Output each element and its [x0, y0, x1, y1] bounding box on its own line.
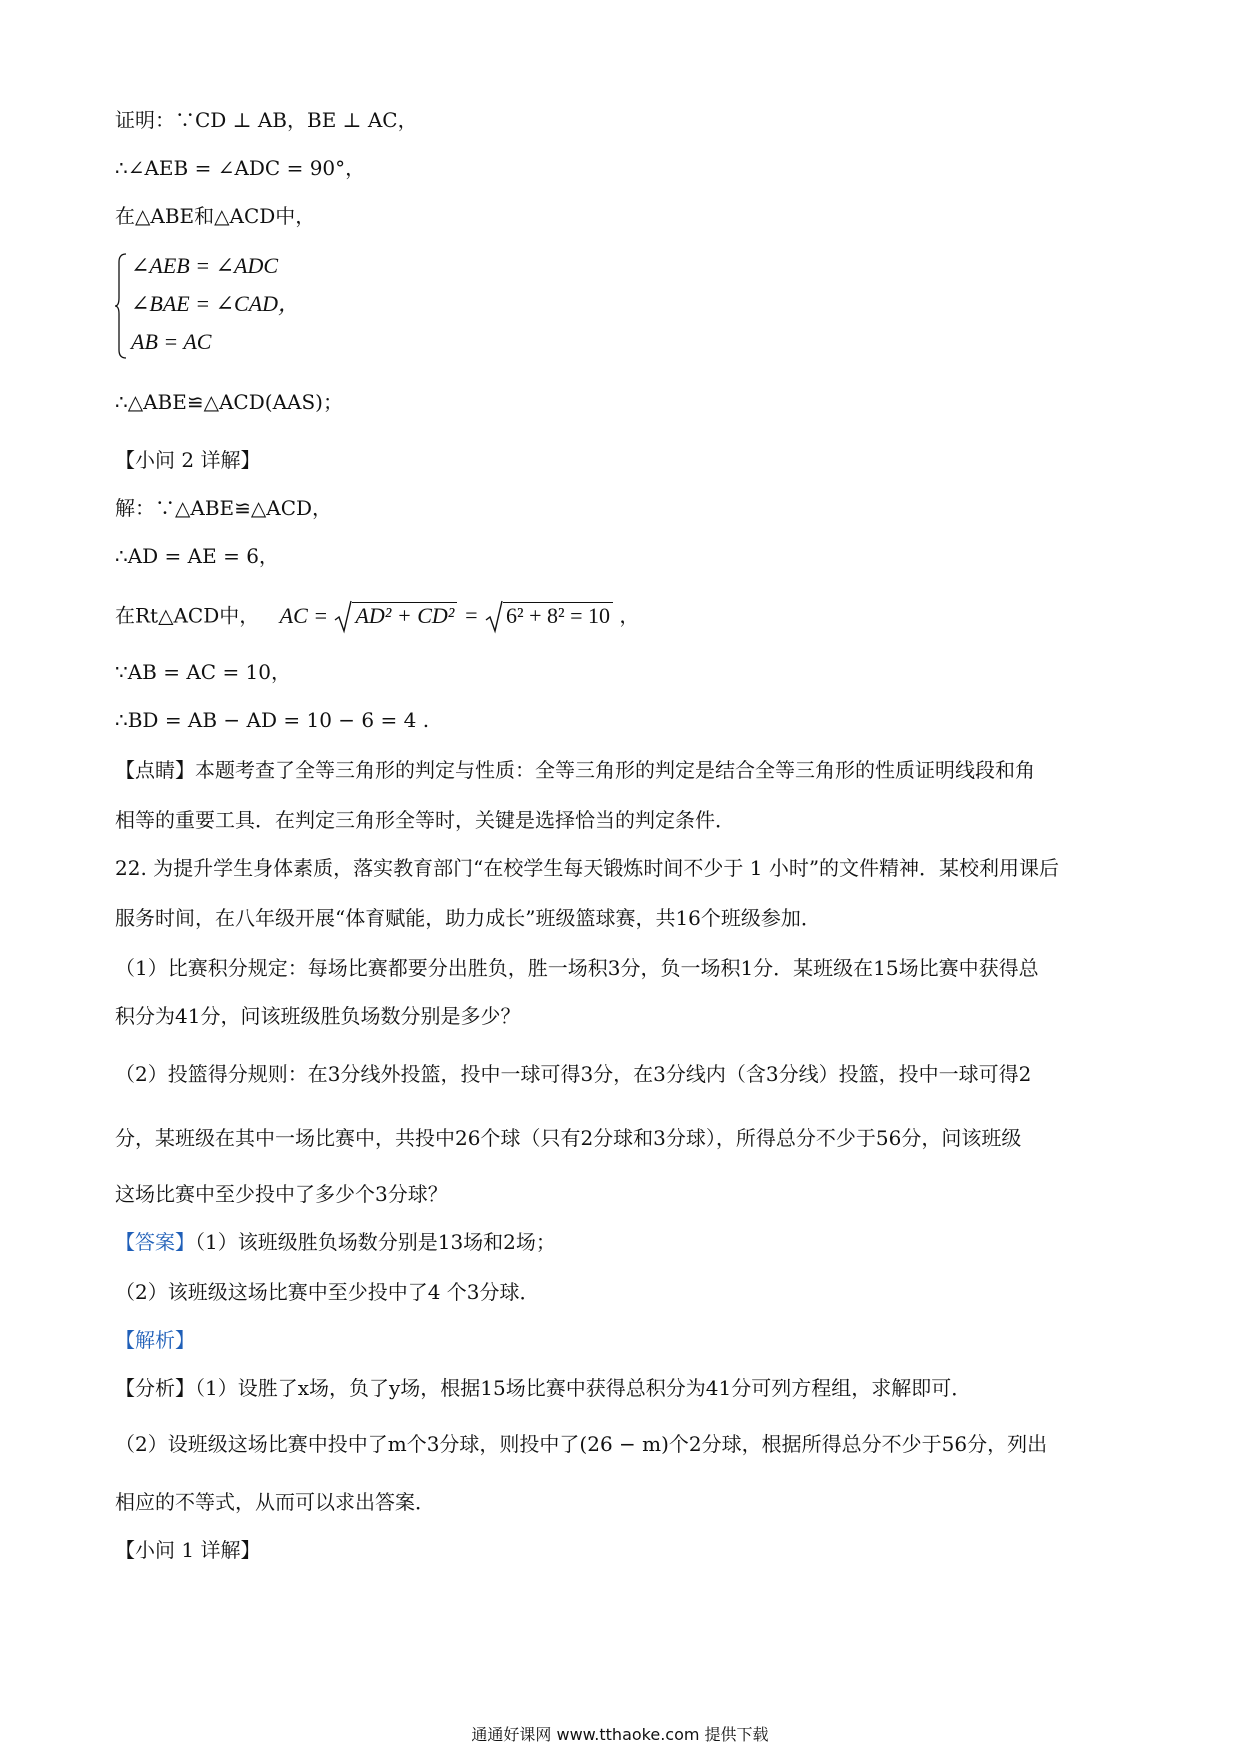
comma: ， — [619, 603, 640, 628]
proof-line-2: ∴∠AEB = ∠ADC = 90°， — [115, 156, 366, 180]
system-row-2: ∠BAE = ∠CAD， — [131, 291, 301, 316]
proof-conclusion: ∴△ABE≌△ACD(AAS)； — [115, 390, 343, 414]
question-22-line-2: 服务时间，在八年级开展“体育赋能，助力成长”班级篮球赛，共16个班级参加． — [115, 906, 821, 930]
question-22-part2-line-2: 分，某班级在其中一场比赛中，共投中26个球（只有2分球和3分球），所得总分不少于56分，问该班级 — [115, 1126, 1022, 1150]
answer-text-1: （1）该班级胜负场数分别是13场和2场； — [195, 1230, 556, 1254]
radical-sign-icon — [334, 600, 352, 634]
section-heading-part-1: 【小问 1 详解】 — [115, 1538, 261, 1562]
solution-line-1: 解：∵△ABE≌△ACD， — [115, 496, 333, 520]
question-22-part1-line-2: 积分为41分，问该班级胜负场数分别是多少？ — [115, 1004, 521, 1028]
sqrt-expression-2 — [485, 600, 613, 634]
answer-line-1 — [115, 1228, 556, 1256]
proof-line-3: 在△ABE和△ACD中， — [115, 204, 316, 228]
analysis-line-3: 相应的不等式，从而可以求出答案． — [115, 1490, 435, 1514]
proof-line-1: 证明：∵CD ⊥ AB，BE ⊥ AC， — [115, 108, 418, 132]
radical-sign-icon — [485, 600, 503, 634]
question-22-part1-line-1: （1）比赛积分规定：每场比赛都要分出胜负，胜一场积3分，负一场积1分．某班级在15场比赛中获得总 — [115, 956, 1039, 980]
rt-triangle-text: 在Rt△ACD中， — [115, 603, 260, 628]
question-22-part2-line-1: （2）投篮得分规则：在3分线外投篮，投中一球可得3分，在3分线内（含3分线）投篮，投中一球可得2 — [115, 1062, 1032, 1086]
analysis-tag: 【解析】 — [115, 1328, 195, 1352]
page-footer: 通通好课网 www.tthaoke.com 提供下载 — [471, 1725, 769, 1744]
ac-equals: AC = — [279, 602, 329, 628]
solution-line-3 — [115, 600, 639, 634]
comment-line-2: 相等的重要工具．在判定三角形全等时，关键是选择恰当的判定条件． — [115, 808, 735, 832]
answer-line-2: （2）该班级这场比赛中至少投中了4 个3分球． — [115, 1280, 540, 1304]
system-row-3: AB = AC — [131, 329, 212, 354]
answer-tag: 【答案】 — [115, 1230, 195, 1254]
equals-sign: = — [463, 602, 479, 628]
question-22-part2-line-3: 这场比赛中至少投中了多少个3分球？ — [115, 1182, 448, 1206]
radicand-2: 6² + 8² = 10 — [503, 602, 613, 628]
equation-system — [115, 252, 415, 362]
question-22-line-1: 22. 为提升学生身体素质，落实教育部门“在校学生每天锻炼时间不少于 1 小时”的文件精神．某校利用课后 — [115, 856, 1060, 880]
solution-line-2: ∴AD = AE = 6， — [115, 544, 279, 568]
left-brace-icon — [115, 252, 127, 360]
analysis-line-2: （2）设班级这场比赛中投中了m个3分球，则投中了(26 − m)个2分球，根据所得总分不少于56分，列出 — [115, 1432, 1048, 1456]
system-row-1: ∠AEB = ∠ADC — [131, 253, 279, 278]
section-heading-part-2: 【小问 2 详解】 — [115, 448, 261, 472]
radicand-1: AD² + CD² — [352, 602, 457, 628]
analysis-line-1: 【分析】（1）设胜了x场，负了y场，根据15场比赛中获得总积分为41分可列方程组，求解即可． — [115, 1376, 972, 1400]
solution-line-5: ∴BD = AB − AD = 10 − 6 = 4 . — [115, 708, 430, 732]
sqrt-expression-1 — [334, 600, 457, 634]
comment-line-1: 【点睛】本题考查了全等三角形的判定与性质：全等三角形的判定是结合全等三角形的性质证明线段和角 — [115, 758, 1035, 782]
solution-line-4: ∵AB = AC = 10， — [115, 660, 292, 684]
